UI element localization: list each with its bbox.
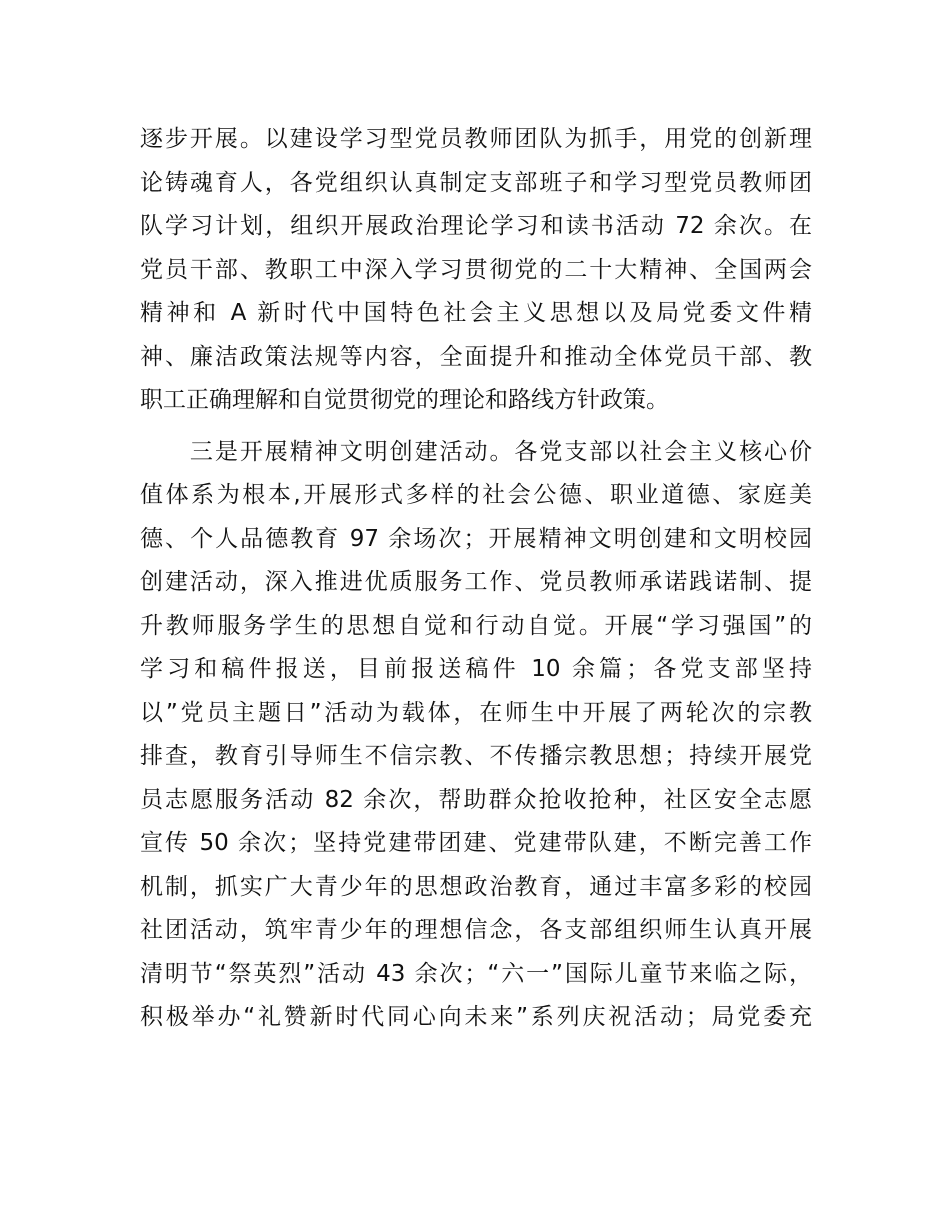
- paragraph-line: 积极举办“礼赞新时代同心向未来”系列庆祝活动；局党委充: [140, 1004, 812, 1030]
- paragraph-line: 精神和 A 新时代中国特色社会主义思想以及局党委文件精: [140, 300, 812, 326]
- paragraph-line: 职工正确理解和自觉贯彻党的理论和路线方针政策。: [140, 387, 669, 413]
- paragraph-line: 三是开展精神文明创建活动。各党支部以社会主义核心价: [140, 438, 812, 465]
- paragraph-line: 队学习计划，组织开展政治理论学习和读书活动 72 余次。在: [140, 213, 812, 239]
- paragraph-line: 逐步开展。以建设学习型党员教师团队为抓手，用党的创新理: [140, 126, 812, 152]
- document-body: [140, 118, 812, 1040]
- paragraph-line: 创建活动，深入推进优质服务工作、党员教师承诺践诺制、提: [140, 569, 812, 595]
- paragraph-line: 升教师服务学生的思想自觉和行动自觉。开展“学习强国”的: [140, 612, 812, 639]
- paragraph-line: 学习和稿件报送，目前报送稿件 10 余篇；各党支部坚持: [140, 656, 812, 682]
- paragraph-line: 宣传 50 余次；坚持党建带团建、党建带队建，不断完善工作: [140, 830, 812, 856]
- paragraph-line: 神、廉洁政策法规等内容，全面提升和推动全体党员干部、教: [140, 343, 812, 370]
- paragraph-1: [140, 118, 812, 423]
- paragraph-line: 机制，抓实广大青少年的思想政治教育，通过丰富多彩的校园: [140, 873, 812, 900]
- paragraph-line: 党员干部、教职工中深入学习贯彻党的二十大精神、全国两会: [140, 256, 812, 283]
- paragraph-line: 员志愿服务活动 82 余次，帮助群众抢收抢种，社区安全志愿: [140, 786, 812, 813]
- paragraph-line: 社团活动，筑牢青少年的理想信念，各支部组织师生认真开展: [140, 917, 812, 943]
- paragraph-2: [140, 431, 812, 1040]
- paragraph-line: 清明节“祭英烈”活动 43 余次；“六一”国际儿童节来临之际，: [140, 960, 812, 987]
- paragraph-line: 值体系为根本,开展形式多样的社会公德、职业道德、家庭美: [140, 482, 812, 508]
- paragraph-line: 德、个人品德教育 97 余场次；开展精神文明创建和文明校园: [140, 525, 812, 552]
- paragraph-line: 以”党员主题日”活动为载体，在师生中开展了两轮次的宗教: [140, 699, 812, 726]
- paragraph-line: 论铸魂育人，各党组织认真制定支部班子和学习型党员教师团: [140, 169, 812, 196]
- paragraph-line: 排查，教育引导师生不信宗教、不传播宗教思想；持续开展党: [140, 743, 812, 769]
- paragraph-spacer: [140, 423, 812, 431]
